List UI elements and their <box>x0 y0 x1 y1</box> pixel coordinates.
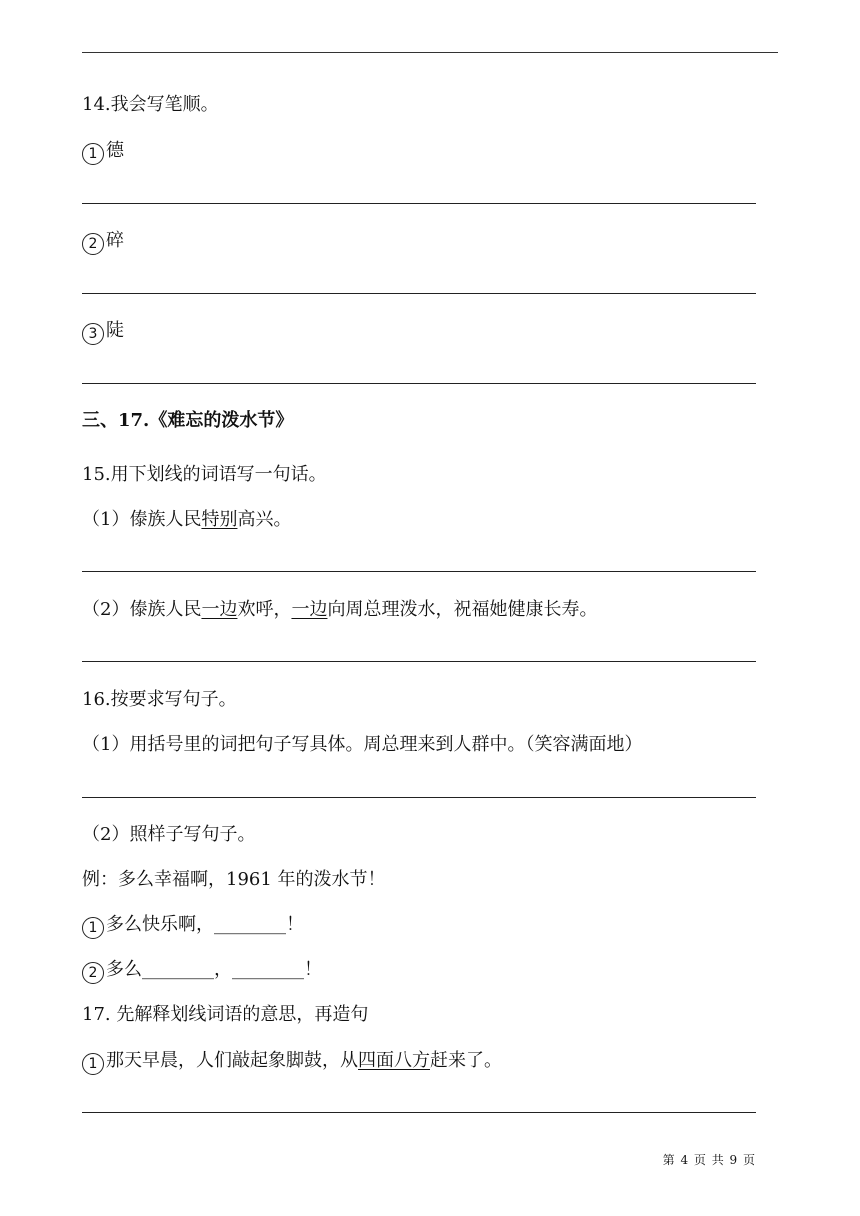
q16-example: 例：多么幸福啊，1961 年的泼水节！ <box>82 869 386 890</box>
answer-line[interactable] <box>82 661 756 662</box>
q16-title: 16.按要求写句子。 <box>82 689 237 710</box>
circled-number: 1 <box>82 143 104 165</box>
q17-item-1 <box>82 1049 502 1075</box>
q14-item-2 <box>82 229 124 255</box>
q15-title: 15.用下划线的词语写一句话。 <box>82 464 327 485</box>
section-title: 三、17.《难忘的泼水节》 <box>82 410 294 431</box>
circled-number: 3 <box>82 323 104 345</box>
q16-item-2 <box>82 958 322 984</box>
q16-item-text: 多么________，________！ <box>106 959 322 980</box>
text: 赶来了。 <box>430 1050 502 1071</box>
circled-number: 2 <box>82 962 104 984</box>
q16-item-1 <box>82 913 304 939</box>
q14-item-char: 德 <box>106 140 124 161</box>
q16-item-text: 多么快乐啊，________！ <box>106 914 304 935</box>
q15-sentence-1 <box>82 508 291 532</box>
answer-line[interactable] <box>82 203 756 204</box>
page-footer: 第 4 页 共 9 页 <box>662 1153 756 1167</box>
underlined-word: 一边 <box>201 599 238 620</box>
header-rule <box>82 52 778 53</box>
answer-line[interactable] <box>82 797 756 798</box>
q14-item-3 <box>82 319 124 345</box>
text: 那天早晨，人们敲起象脚鼓，从 <box>106 1050 358 1071</box>
text: 欢呼， <box>237 599 292 620</box>
circled-number: 1 <box>82 917 104 939</box>
circled-number: 2 <box>82 233 104 255</box>
text: 向周总理泼水，祝福她健康长寿。 <box>327 599 598 620</box>
q14-item-1 <box>82 139 124 165</box>
q15-sentence-2 <box>82 598 597 622</box>
text: 高兴。 <box>237 509 292 530</box>
underlined-word: 特别 <box>201 509 238 530</box>
underlined-word: 一边 <box>291 599 328 620</box>
answer-line[interactable] <box>82 293 756 294</box>
text: （2）傣族人民 <box>82 599 202 620</box>
circled-number: 1 <box>82 1053 104 1075</box>
q14-item-char: 陡 <box>106 320 124 341</box>
q17-title: 17. 先解释划线词语的意思，再造句 <box>82 1004 369 1025</box>
answer-line[interactable] <box>82 571 756 572</box>
q16-sentence-2: （2）照样子写句子。 <box>82 824 256 845</box>
q14-item-char: 碎 <box>106 230 124 251</box>
q16-sentence-1: （1）用括号里的词把句子写具体。周总理来到人群中。（笑容满面地） <box>82 734 643 755</box>
underlined-word: 四面八方 <box>358 1050 430 1071</box>
answer-line[interactable] <box>82 1112 756 1113</box>
q14-title: 14.我会写笔顺。 <box>82 94 219 115</box>
answer-line[interactable] <box>82 383 756 384</box>
text: （1）傣族人民 <box>82 509 202 530</box>
